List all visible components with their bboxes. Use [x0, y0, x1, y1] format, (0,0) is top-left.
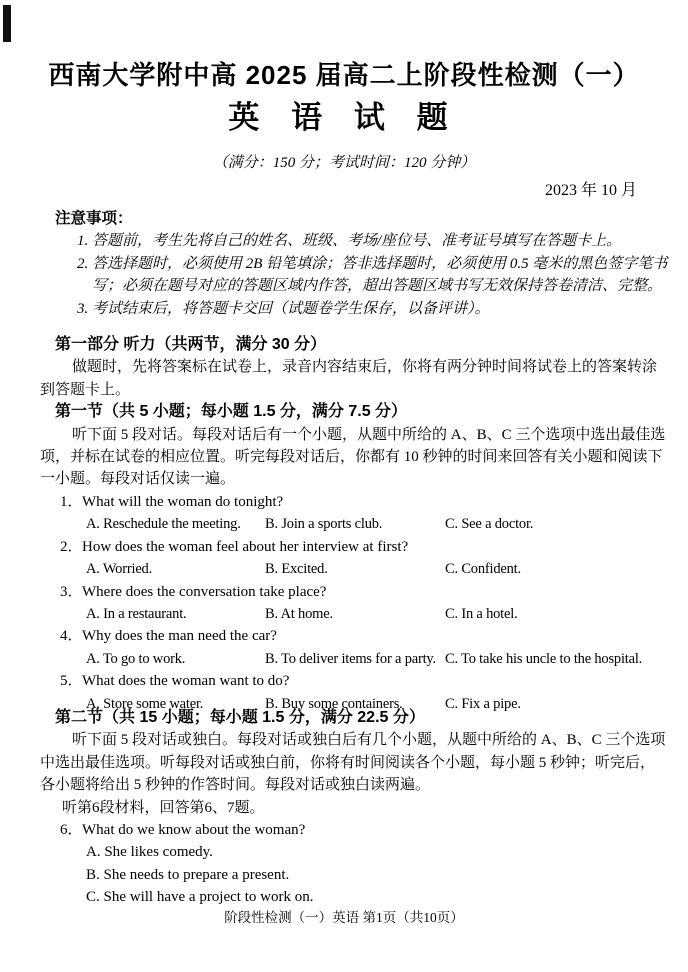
notice-item-1: 1. 答题前，考生先将自己的姓名、班级、考场/座位号、准考证号填写在答题卡上。	[77, 233, 622, 250]
question-1	[0, 491, 688, 513]
part1-intro-line-2: 到答题卡上。	[40, 381, 131, 398]
question-number: 6．	[60, 821, 83, 838]
option-c: C. In a hotel.	[445, 605, 518, 622]
option-a: A. Store some water.	[86, 695, 204, 712]
question-4-options	[0, 648, 688, 670]
question-6-option-b: B. She needs to prepare a present.	[86, 866, 290, 883]
section1-heading: 第一节（共 5 小题；每小题 1.5 分，满分 7.5 分）	[55, 403, 408, 421]
question-text: How does the woman feel about her interview at first?	[82, 538, 409, 555]
scan-artifact-mark	[3, 5, 11, 42]
section2-heading: 第二节（共 15 小题；每小题 1.5 分，满分 22.5 分）	[55, 708, 425, 726]
option-a: A. Reschedule the meeting.	[86, 516, 241, 533]
section1-intro-line-1: 听下面 5 段对话。每段对话后有一个小题，从题中所给的 A、B、C 三个选项中选出最佳选	[72, 426, 666, 443]
question-6-option-a: A. She likes comedy.	[86, 844, 213, 861]
exam-body	[0, 208, 688, 909]
option-b: B. At home.	[265, 605, 333, 622]
option-b: B. Buy some containers.	[265, 695, 403, 712]
page-footer: 阶段性检测（一）英语 第1页（共10页）	[224, 910, 464, 925]
option-b: B. To deliver items for a party.	[265, 650, 436, 667]
section1-intro-line-2: 项，并标在试卷的相应位置。听完每段对话后，你都有 10 秒钟的时间来回答有关小题和阅读下	[40, 449, 663, 466]
option-b: B. Join a sports club.	[265, 516, 383, 533]
question-number: 2．	[60, 538, 83, 555]
option-c: C. To take his uncle to the hospital.	[445, 650, 643, 667]
question-text: Where does the conversation take place?	[82, 583, 327, 600]
part1-intro-line-1: 做题时，先将答案标在试卷上，录音内容结束后，你将有两分钟时间将试卷上的答案转涂	[72, 359, 658, 376]
part1-heading: 第一部分 听力（共两节，满分 30 分）	[55, 336, 327, 354]
question-5	[0, 670, 688, 692]
material-6-note: 听第6段材料，回答第6、7题。	[62, 799, 265, 816]
question-4	[0, 625, 688, 647]
question-2-options	[0, 558, 688, 580]
section2-intro-line-2: 中选出最佳选项。听每段对话或独白前，你将有时间阅读各个小题，每小题 5 秒钟；听完后，	[40, 754, 656, 771]
section2-intro-line-3: 各小题将给出 5 秒钟的作答时间。每段对话或独白读两遍。	[40, 777, 431, 794]
question-text: What do we know about the woman?	[82, 821, 306, 838]
section1-intro-line-3: 一小题。每段对话仅读一遍。	[40, 471, 236, 488]
school-exam-title: 西南大学附中高 2025 届高二上阶段性检测（一）	[48, 60, 640, 90]
option-a: A. Worried.	[86, 561, 153, 578]
question-2	[0, 536, 688, 558]
option-c: C. See a doctor.	[445, 516, 534, 533]
option-c: C. Confident.	[445, 561, 521, 578]
notice-item-2-line-2: 写；必须在题号对应的答题区域内作答，超出答题区域书写无效保持答卷清洁、完整。	[92, 278, 663, 295]
question-number: 1．	[60, 493, 83, 510]
question-6	[0, 819, 688, 841]
question-number: 3．	[60, 583, 83, 600]
exam-info-line: （满分：150 分；考试时间：120 分钟）	[212, 155, 476, 171]
section2-intro-line-1: 听下面 5 段对话或独白。每段对话或独白后有几个小题，从题中所给的 A、B、C 三个选项	[72, 732, 666, 749]
option-b: B. Excited.	[265, 561, 328, 578]
exam-date: 2023 年 10 月	[544, 182, 637, 199]
option-c: C. Fix a pipe.	[445, 695, 521, 712]
question-3-options	[0, 603, 688, 625]
question-1-options	[0, 513, 688, 535]
subject-title: 英 语 试 题	[228, 100, 460, 135]
notice-label: 注意事项：	[55, 210, 133, 227]
question-number: 5．	[60, 673, 83, 690]
notice-item-3: 3. 考试结束后，将答题卡交回（试题卷学生保存，以备评讲）。	[77, 300, 490, 317]
question-text: What does the woman want to do?	[82, 673, 290, 690]
option-a: A. To go to work.	[86, 650, 186, 667]
question-number: 4．	[60, 628, 83, 645]
question-3	[0, 581, 688, 603]
question-text: Why does the man need the car?	[82, 628, 277, 645]
question-6-option-c: C. She will have a project to work on.	[86, 889, 314, 906]
notice-item-2-line-1: 2. 答选择题时，必须使用 2B 铅笔填涂；答非选择题时，必须使用 0.5 毫米的黑色签字笔书	[77, 255, 668, 272]
option-a: A. In a restaurant.	[86, 605, 187, 622]
question-text: What will the woman do tonight?	[82, 493, 284, 510]
